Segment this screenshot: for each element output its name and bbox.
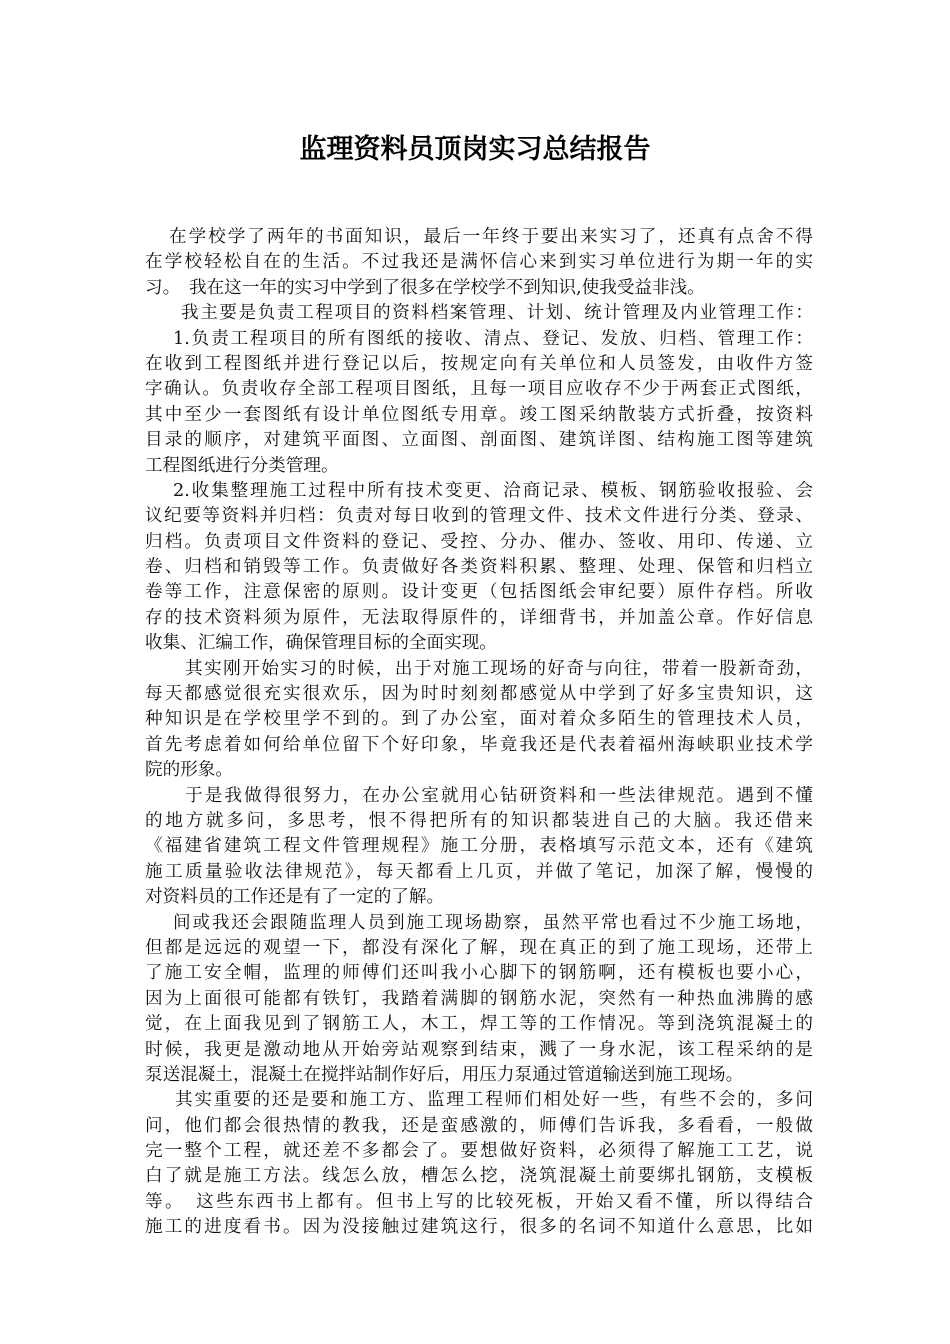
text-line: 等。 这些东西书上都有。但书上写的比较死板，开始又看不懂，所以得结合 <box>145 1191 813 1212</box>
text-line: 时候，我更是激动地从开始旁站观察到结束，溅了一身水泥，该工程采纳的是 <box>145 1039 813 1060</box>
text-line: 种知识是在学校里学不到的。到了办公室，面对着众多陌生的管理技术人员， <box>145 709 813 730</box>
text-line: 于是我做得很努力，在办公室就用心钻研资料和一些法律规范。遇到不懂 <box>185 785 813 806</box>
text-line: 存的技术资料须为原件，无法取得原件的，详细背书，并加盖公章。作好信息 <box>145 607 813 628</box>
text-line: 其实刚开始实习的时候，出于对施工现场的好奇与向往，带着一股新奇劲， <box>185 658 813 679</box>
text-line: 但都是远远的观望一下，都没有深化了解，现在真正的到了施工现场，还带上 <box>145 937 813 958</box>
text-line: 我主要是负责工程项目的资料档案管理、计划、统计管理及内业管理工作： <box>181 303 813 324</box>
text-line: 的地方就多问，多思考，恨不得把所有的知识都装进自己的大脑。我还借来 <box>145 810 813 831</box>
text-line: 首先考虑着如何给单位留下个好印象，毕竟我还是代表着福州海峡职业技术学 <box>145 734 813 755</box>
text-line: 施工的进度看书。因为没接触过建筑这行，很多的名词不知道什么意思，比如 <box>145 1217 813 1238</box>
text-line: 2.收集整理施工过程中所有技术变更、洽商记录、模板、钢筋验收报验、会 <box>173 480 813 501</box>
text-line: 工程图纸进行分类管理。 <box>145 455 339 476</box>
text-line: 对资料员的工作还是有了一定的了解。 <box>145 887 445 908</box>
text-line: 觉，在上面我见到了钢筋工人，木工，焊工等的工作情况。等到浇筑混凝土的 <box>145 1014 813 1035</box>
text-line: 每天都感觉很充实很欢乐，因为时时刻刻都感觉从中学到了好多宝贵知识，这 <box>145 684 813 705</box>
document-body <box>145 225 813 1241</box>
text-line: 间或我还会跟随监理人员到施工现场勘察，虽然平常也看过不少施工场地， <box>173 912 813 933</box>
text-line: 其实重要的还是要和施工方、监理工程师们相处好一些，有些不会的，多问 <box>175 1090 813 1111</box>
text-line: 其中至少一套图纸有设计单位图纸专用章。竣工图采纳散装方式折叠，按资料 <box>145 404 813 425</box>
text-line: 在收到工程图纸并进行登记以后，按规定向有关单位和人员签发，由收件方签 <box>145 353 813 374</box>
document-title: 监理资料员顶岗实习总结报告 <box>299 134 651 165</box>
text-line: 因为上面很可能都有铁钉，我踏着满脚的钢筋水泥，突然有一种热血沸腾的感 <box>145 988 813 1009</box>
text-line: 泵送混凝土，混凝土在搅拌站制作好后，用压力泵通过管道输送到施工现场。 <box>145 1064 744 1085</box>
text-line: 在学校学了两年的书面知识，最后一年终于要出来实习了，还真有点舍不得 <box>169 227 813 247</box>
text-line: 字确认。负责收存全部工程项目图纸，且每一项目应收存不少于两套正式图纸， <box>145 379 813 400</box>
text-line: 了施工安全帽，监理的师傅们还叫我小心脚下的钢筋啊，还有模板也要小心， <box>145 963 813 984</box>
text-line: 1.负责工程项目的所有图纸的接收、清点、登记、发放、归档、管理工作： <box>173 328 813 349</box>
text-line: 问，他们都会很热情的教我，还是蛮感激的，师傅们告诉我，多看看，一般做 <box>145 1115 813 1136</box>
text-line: 目录的顺序，对建筑平面图、立面图、剖面图、建筑详图、结构施工图等建筑 <box>145 430 813 451</box>
text-line: 卷、归档和销毁等工作。负责做好各类资料积累、整理、处理、保管和归档立 <box>145 557 813 578</box>
text-line: 白了就是施工方法。线怎么放，槽怎么挖，浇筑混凝土前要绑扎钢筋，支模板 <box>145 1166 813 1187</box>
text-line: 在学校轻松自在的生活。不过我还是满怀信心来到实习单位进行为期一年的实 <box>145 252 813 273</box>
text-line: 收集、汇编工作，确保管理目标的全面实现。 <box>145 633 497 654</box>
text-line: 议纪要等资料并归档：负责对每日收到的管理文件、技术文件进行分类、登录、 <box>145 506 813 527</box>
text-line: 习。 我在这一年的实习中学到了很多在学校学不到知识,使我受益非浅。 <box>145 277 705 298</box>
text-line: 完一整个工程，就还差不多都会了。要想做好资料，必须得了解施工工艺，说 <box>145 1141 813 1162</box>
text-line: 《福建省建筑工程文件管理规程》施工分册，表格填写示范文本，还有《建筑 <box>145 836 813 857</box>
text-line: 院的形象。 <box>145 760 233 781</box>
text-line: 卷等工作，注意保密的原则。设计变更（包括图纸会审纪要）原件存档。所收 <box>145 582 813 603</box>
text-line: 归档。负责项目文件资料的登记、受控、分办、催办、签收、用印、传递、立 <box>145 531 813 552</box>
text-line: 施工质量验收法律规范》，每天都看上几页，并做了笔记，加深了解，慢慢的 <box>145 861 813 882</box>
